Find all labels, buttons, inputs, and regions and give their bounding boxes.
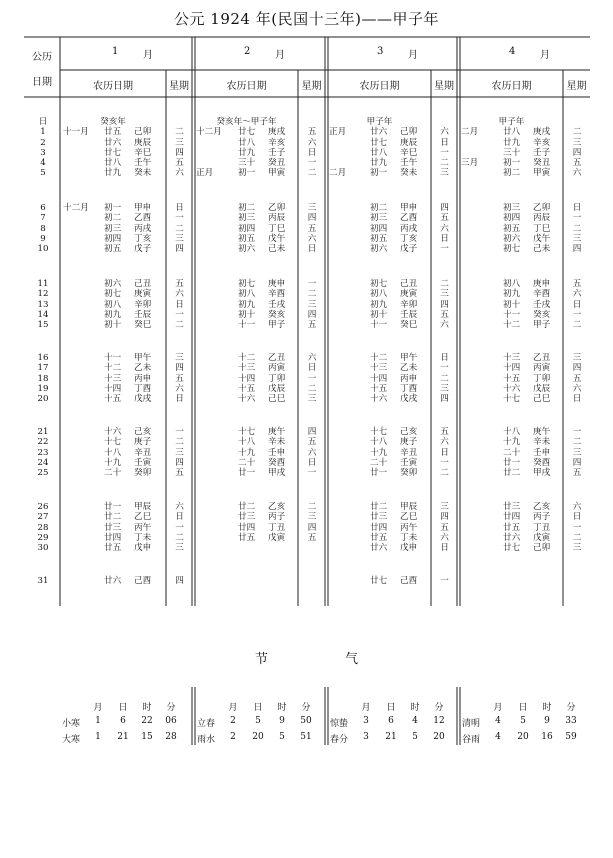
- solar-term-m: 1: [95, 716, 101, 726]
- weekday-m2-b4: 六 日 一 二 三: [307, 353, 317, 405]
- ganzhi-m2-b2: 乙卯 丙辰 丁巳 戊午 己未: [268, 203, 286, 255]
- weekday-header: 星期: [434, 81, 454, 92]
- weekday-m3-b2: 四 五 六 日 一: [440, 203, 449, 255]
- weekday-m3-b3: 二 三 四 五 六: [440, 279, 449, 331]
- weekday-m2-b5: 四 五 六 日 一: [307, 427, 317, 479]
- solar-term-name: 谷雨: [462, 735, 481, 745]
- solar-term-min: 12: [433, 716, 445, 726]
- nongli-header: 农历日期: [359, 81, 400, 92]
- solar-col-header-min: 分: [301, 703, 311, 713]
- lunar-day-m1-b7: 廿六: [104, 576, 122, 586]
- weekday-header: 星期: [301, 81, 322, 92]
- weekday-m4-b4: 三 四 五 六 日: [572, 353, 582, 405]
- weekday-m2-b1: 五 六 日 一 二: [307, 127, 317, 179]
- ganzhi-m2-b3: 庚申 辛酉 壬戌 癸亥 甲子: [268, 279, 286, 331]
- month-1-yue: 月: [143, 50, 153, 61]
- lunar-day-m1-b6: 廿一 廿二 廿三 廿四 廿五: [104, 502, 122, 554]
- ganzhi-m3-b3: 己丑 庚寅 辛卯 壬辰 癸巳: [400, 279, 418, 331]
- ganzhi-m4-b4: 乙丑 丙寅 丁卯 戊辰 己巳: [533, 353, 551, 405]
- month-2-num: 2: [244, 46, 251, 57]
- ganzhi-m4-b1: 庚戌 辛亥 壬子 癸丑 甲寅: [533, 127, 551, 179]
- ganzhi-m3-b1: 己卯 庚辰 辛巳 壬午 癸未: [400, 127, 418, 179]
- ganzhi-m2-b4: 乙丑 丙寅 丁卯 戊辰 己巳: [268, 353, 286, 405]
- ganzhi-m3-b6: 甲辰 乙巳 丙午 丁未 戊申: [400, 502, 418, 554]
- year-label-month-2: 癸亥年～甲子年: [216, 117, 277, 127]
- solar-col-header-m: 月: [493, 703, 503, 713]
- month-3-num: 3: [377, 46, 384, 57]
- weekday-m1-b3: 五 六 日 一 二: [175, 279, 184, 331]
- solar-term-name: 立春: [197, 719, 216, 729]
- weekday-m2-b2: 三 四 五 六 日: [307, 203, 317, 255]
- solar-term-name: 惊蛰: [330, 719, 349, 729]
- gongli-header-bottom: 日期: [32, 77, 52, 88]
- ganzhi-m3-b5: 己亥 庚子 辛丑 壬寅 癸卯: [400, 427, 418, 479]
- solar-term-name: 大寒: [62, 735, 81, 745]
- weekday-m1-b4: 三 四 五 六 日: [175, 353, 184, 405]
- lunar-month-name-m4-b1: 二月 三月: [461, 127, 479, 169]
- lunar-day-m2-b1: 廿七 廿八 廿九 三十 初一: [238, 127, 256, 179]
- ganzhi-m1-b3: 己丑 庚寅 辛卯 壬辰 癸巳: [134, 279, 152, 331]
- solar-term-d: 5: [255, 716, 261, 726]
- lunar-day-m4-b2: 初三 初四 初五 初六 初七: [503, 203, 521, 255]
- weekday-m1-b7: 四: [175, 576, 184, 586]
- lunar-month-name-m3-b1: 正月 二月: [329, 127, 347, 179]
- solar-term-h: 5: [412, 732, 418, 742]
- weekday-m1-b2: 日 一 二 三 四: [175, 203, 184, 255]
- day-numbers-block-6: 26 27 28 29 30: [37, 502, 49, 554]
- solar-term-h: 22: [141, 716, 153, 726]
- year-label-month-4: 甲子年: [498, 117, 525, 127]
- lunar-day-m3-b1: 廿六 廿七 廿八 廿九 初一: [370, 127, 388, 179]
- lunar-day-m3-b7: 廿七: [370, 576, 388, 586]
- ganzhi-m1-b6: 甲辰 乙巳 丙午 丁未 戊申: [134, 502, 152, 554]
- lunar-day-m1-b5: 十六 十七 十八 十九 二十: [104, 427, 122, 479]
- ganzhi-m2-b5: 庚午 辛未 壬申 癸酉 甲戌: [268, 427, 286, 479]
- solar-term-m: 3: [363, 716, 369, 726]
- lunar-day-m1-b3: 初六 初七 初八 初九 初十: [104, 279, 122, 331]
- ganzhi-m2-b6: 乙亥 丙子 丁丑 戊寅: [268, 502, 286, 543]
- lunar-day-m4-b1: 廿八 廿九 三十 初一 初二: [503, 127, 521, 179]
- solar-term-h: 15: [141, 732, 153, 742]
- ganzhi-m1-b4: 甲午 乙未 丙申 丁酉 戊戌: [134, 353, 152, 405]
- lunar-day-m4-b5: 十八 十九 二十 廿一 廿二: [503, 427, 521, 479]
- ganzhi-m1-b5: 己亥 庚子 辛丑 壬寅 癸卯: [134, 427, 152, 479]
- solar-term-h: 9: [544, 716, 550, 726]
- weekday-m3-b7: 一: [440, 576, 449, 586]
- solar-term-m: 4: [495, 716, 501, 726]
- lunar-day-m2-b6: 廿二 廿三 廿四 廿五: [238, 502, 256, 543]
- month-4-yue: 月: [540, 50, 550, 61]
- weekday-m1-b1: 二 三 四 五 六: [175, 127, 184, 179]
- solar-term-d: 21: [385, 732, 397, 742]
- nongli-header: 农历日期: [226, 81, 267, 92]
- month-4-num: 4: [509, 46, 516, 57]
- solar-term-min: 33: [565, 716, 577, 726]
- solar-col-header-m: 月: [93, 703, 103, 713]
- lunar-day-m4-b3: 初八 初九 初十 十一 十二: [503, 279, 521, 331]
- solar-term-m: 1: [95, 732, 101, 742]
- solar-col-header-h: 时: [542, 703, 552, 713]
- solar-term-h: 9: [279, 716, 285, 726]
- solar-term-d: 20: [252, 732, 264, 742]
- solar-term-min: 06: [165, 716, 177, 726]
- gongli-header-top: 公历: [32, 52, 52, 63]
- ganzhi-m2-b1: 庚戌 辛亥 壬子 癸丑 甲寅: [268, 127, 286, 179]
- lunar-day-m3-b2: 初二 初三 初四 初五 初六: [370, 203, 388, 255]
- solar-term-h: 16: [541, 732, 553, 742]
- solar-term-d: 21: [117, 732, 129, 742]
- ganzhi-m4-b3: 庚申 辛酉 壬戌 癸亥 甲子: [533, 279, 551, 331]
- solar-col-header-d: 日: [118, 703, 128, 713]
- solar-col-header-d: 日: [253, 703, 263, 713]
- solar-term-d: 6: [120, 716, 126, 726]
- weekday-m2-b6: 二 三 四 五: [307, 502, 317, 543]
- day-numbers-block-1: 日 1 2 3 4 5: [38, 117, 48, 179]
- weekday-m4-b1: 二 三 四 五 六: [572, 127, 582, 179]
- lunar-month-name-m1-b2: 十二月: [63, 203, 89, 213]
- weekday-m3-b5: 五 六 日 一 二: [440, 427, 449, 479]
- solar-term-d: 20: [517, 732, 529, 742]
- weekday-m2-b3: 一 二 三 四 五: [307, 279, 317, 331]
- weekday-m3-b4: 日 一 二 三 四: [440, 353, 449, 405]
- solar-col-header-min: 分: [566, 703, 576, 713]
- solar-col-header-m: 月: [228, 703, 238, 713]
- lunar-day-m3-b5: 十七 十八 十九 二十 廿一: [370, 427, 388, 479]
- solar-col-header-d: 日: [518, 703, 528, 713]
- year-label-month-3: 甲子年: [366, 117, 393, 127]
- weekday-m4-b2: 日 一 二 三 四: [572, 203, 582, 255]
- solar-term-min: 28: [165, 732, 177, 742]
- lunar-day-m2-b5: 十七 十八 十九 二十 廿一: [238, 427, 256, 479]
- day-numbers-block-3: 11 12 13 14 15: [37, 279, 49, 331]
- solar-col-header-m: 月: [361, 703, 371, 713]
- solar-col-header-h: 时: [277, 703, 287, 713]
- solar-term-min: 59: [565, 732, 577, 742]
- solar-col-header-min: 分: [166, 703, 176, 713]
- month-2-yue: 月: [275, 50, 285, 61]
- solar-col-header-h: 时: [142, 703, 152, 713]
- day-numbers-block-5: 21 22 23 24 25: [37, 427, 49, 479]
- weekday-m1-b6: 六 日 一 二 三: [175, 502, 184, 554]
- weekday-m4-b5: 一 二 三 四 五: [572, 427, 582, 479]
- lunar-day-m3-b6: 廿二 廿三 廿四 廿五 廿六: [370, 502, 388, 554]
- solar-terms-title: 节 气: [254, 652, 390, 667]
- ganzhi-m1-b2: 甲申 乙酉 丙戌 丁亥 戊子: [134, 203, 152, 255]
- ganzhi-m1-b1: 己卯 庚辰 辛巳 壬午 癸未: [134, 127, 152, 179]
- ganzhi-m4-b6: 乙亥 丙子 丁丑 戊寅 己卯: [533, 502, 551, 554]
- page-title: 公元 1924 年(民国十三年)——甲子年: [174, 10, 439, 28]
- solar-col-header-h: 时: [410, 703, 420, 713]
- ganzhi-m4-b5: 庚午 辛未 壬申 癸酉 甲戌: [533, 427, 551, 479]
- lunar-day-m4-b6: 廿三 廿四 廿五 廿六 廿七: [503, 502, 521, 554]
- weekday-m1-b5: 一 二 三 四 五: [175, 427, 184, 479]
- lunar-day-m2-b2: 初二 初三 初四 初五 初六: [238, 203, 256, 255]
- ganzhi-m1-b7: 己酉: [134, 576, 152, 586]
- year-label-month-1: 癸亥年: [100, 117, 126, 127]
- solar-term-min: 51: [300, 732, 312, 742]
- weekday-header: 星期: [566, 81, 587, 92]
- weekday-m3-b1: 六 日 一 二 三: [440, 127, 449, 179]
- nongli-header: 农历日期: [93, 81, 133, 92]
- lunar-day-m1-b1: 廿五 廿六 廿七 廿八 廿九: [104, 127, 122, 179]
- solar-term-m: 2: [230, 716, 236, 726]
- solar-col-header-d: 日: [386, 703, 396, 713]
- solar-term-min: 50: [300, 716, 312, 726]
- solar-col-header-min: 分: [434, 703, 444, 713]
- nongli-header: 农历日期: [491, 81, 532, 92]
- weekday-m4-b6: 六 日 一 二 三: [572, 502, 582, 554]
- ganzhi-m3-b7: 己酉: [400, 576, 418, 586]
- ganzhi-m4-b2: 乙卯 丙辰 丁巳 戊午 己未: [533, 203, 551, 255]
- weekday-header: 星期: [169, 81, 189, 92]
- weekday-m3-b6: 三 四 五 六 日: [440, 502, 449, 554]
- ganzhi-m3-b4: 甲午 乙未 丙申 丁酉 戊戌: [400, 353, 418, 405]
- solar-term-m: 3: [363, 732, 369, 742]
- solar-term-name: 小寒: [62, 719, 81, 729]
- lunar-day-m3-b4: 十二 十三 十四 十五 十六: [370, 353, 388, 405]
- lunar-month-name-m2-b1: 十二月 正月: [196, 127, 222, 179]
- weekday-m4-b3: 五 六 日 一 二: [572, 279, 582, 331]
- lunar-day-m1-b2: 初一 初二 初三 初四 初五: [104, 203, 122, 255]
- solar-term-name: 雨水: [197, 735, 216, 745]
- ganzhi-m3-b2: 甲申 乙酉 丙戌 丁亥 戊子: [400, 203, 418, 255]
- solar-term-h: 4: [412, 716, 418, 726]
- solar-term-h: 5: [279, 732, 285, 742]
- solar-term-name: 春分: [330, 735, 349, 745]
- day-numbers-block-4: 16 17 18 19 20: [37, 353, 49, 405]
- month-3-yue: 月: [408, 50, 418, 61]
- lunar-day-m1-b4: 十一 十二 十三 十四 十五: [104, 353, 122, 405]
- day-numbers-block-7: 31: [37, 576, 49, 586]
- day-numbers-block-2: 6 7 8 9 10: [37, 203, 49, 255]
- solar-term-d: 6: [388, 716, 394, 726]
- solar-term-d: 5: [520, 716, 526, 726]
- solar-term-min: 20: [433, 732, 445, 742]
- solar-term-name: 清明: [462, 719, 481, 729]
- month-1-num: 1: [112, 46, 119, 57]
- solar-term-m: 2: [230, 732, 236, 742]
- lunar-day-m2-b3: 初七 初八 初九 初十 十一: [238, 279, 256, 331]
- solar-term-m: 4: [495, 732, 501, 742]
- lunar-day-m4-b4: 十三 十四 十五 十六 十七: [503, 353, 521, 405]
- lunar-month-name-m1-b1: 十一月: [63, 127, 89, 138]
- lunar-day-m2-b4: 十二 十三 十四 十五 十六: [238, 353, 256, 405]
- lunar-day-m3-b3: 初七 初八 初九 初十 十一: [370, 279, 388, 331]
